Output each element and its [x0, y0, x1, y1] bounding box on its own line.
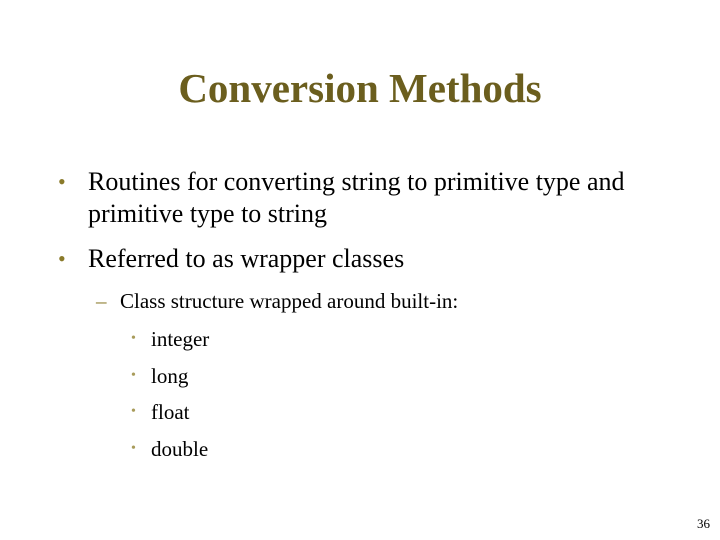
- bullet-text: Routines for converting string to primitive type and primitive type to string: [88, 167, 625, 228]
- type-list-item: [131, 399, 190, 425]
- bullet-marker: •: [58, 169, 66, 194]
- sub-bullet-text: Class structure wrapped around built-in:: [120, 289, 459, 313]
- bullet-marker: •: [131, 441, 136, 456]
- type-name: integer: [151, 327, 210, 351]
- type-name: long: [151, 364, 189, 388]
- bullet-marker: •: [58, 246, 66, 271]
- page-number: 36: [697, 516, 710, 531]
- bullet-item: [58, 243, 688, 275]
- type-list-item: [131, 363, 189, 389]
- type-name: float: [151, 400, 190, 424]
- dash-marker: –: [96, 289, 107, 313]
- slide-title: Conversion Methods: [178, 65, 542, 111]
- bullet-marker: •: [131, 404, 136, 419]
- type-list-item: [131, 436, 209, 462]
- type-list-item: [131, 326, 210, 352]
- bullet-marker: •: [131, 368, 136, 383]
- type-name: double: [151, 437, 209, 461]
- bullet-text: Referred to as wrapper classes: [88, 244, 405, 273]
- sub-bullet-item: [96, 288, 459, 314]
- bullet-marker: •: [131, 331, 136, 346]
- bullet-item: [58, 166, 688, 230]
